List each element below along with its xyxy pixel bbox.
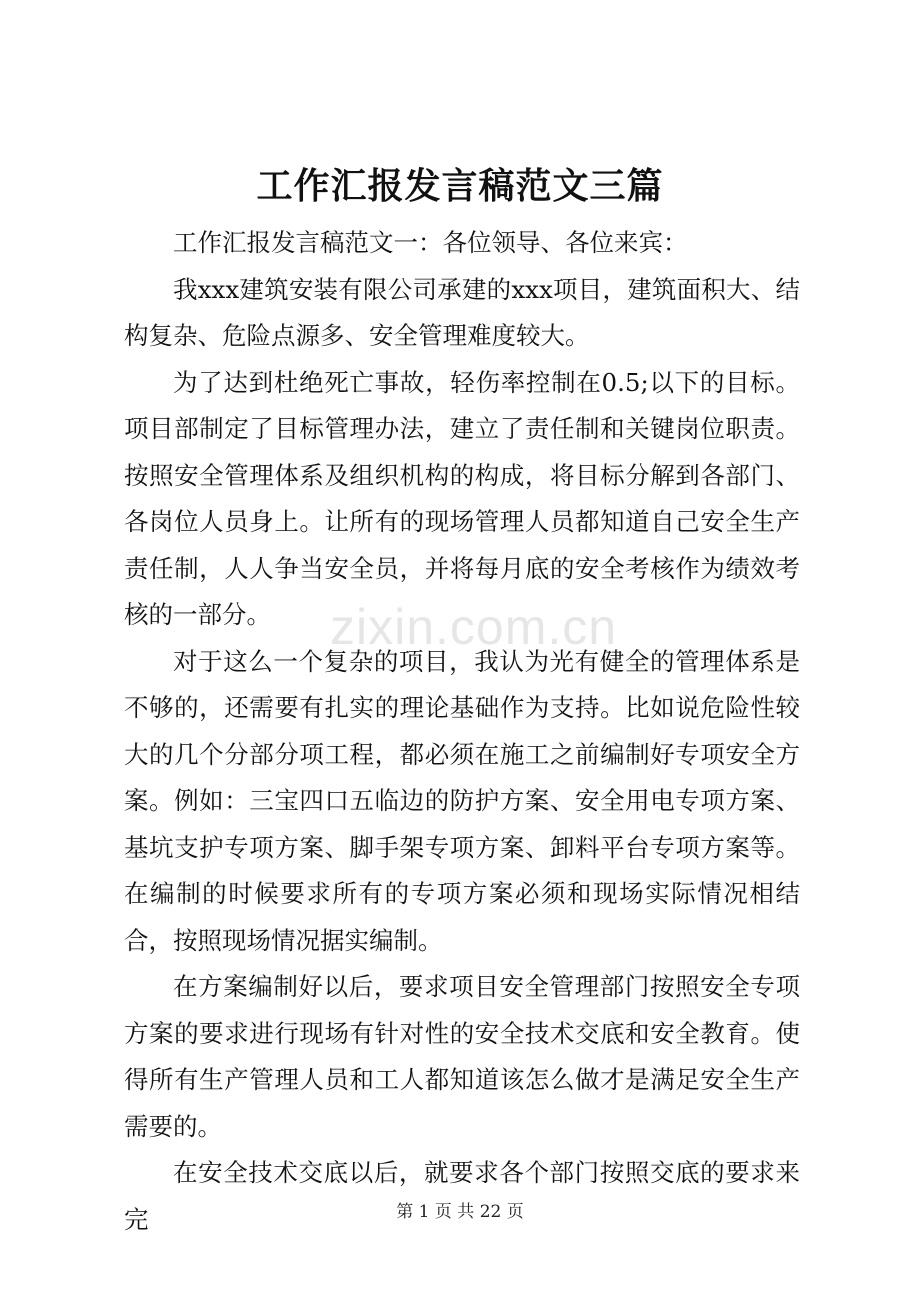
paragraph: 在方案编制好以后，要求项目安全管理部门按照安全专项方案的要求进行现场有针对性的安全技术交底和安全教育。使得所有生产管理人员和工人都知道该怎么做才是满足安全生产需要的。 xyxy=(124,972,800,1141)
page-footer: 第 1 页 共 22 页 xyxy=(396,1202,524,1222)
paragraph: 对于这么一个复杂的项目，我认为光有健全的管理体系是不够的，还需要有扎实的理论基础作为支持。比如说危险性较大的几个分部分项工程，都必须在施工之前编制好专项安全方案。例如：三宝四口五临边的防护方案、安全用电专项方案、基坑支护专项方案、脚手架专项方案、卸料平台专项方案等。在编制的时候要求所有的专项方案必须和现场实际情况相结合，按照现场情况据实编制。 xyxy=(124,646,800,955)
paragraph: 为了达到杜绝死亡事故，轻伤率控制在0.5;以下的目标。项目部制定了目标管理办法，建立了责任制和关键岗位职责。按照安全管理体系及组织机构的构成，将目标分解到各部门、各岗位人员身上。让所有的现场管理人员都知道自己安全生产责任制，人人争当安全员，并将每月底的安全考核作为绩效考核的一部分。 xyxy=(124,367,800,629)
watermark: zixin.com.cn xyxy=(330,599,618,655)
paragraph: 在安全技术交底以后，就要求各个部门按照交底的要求来完 xyxy=(124,1158,800,1234)
document-body xyxy=(124,220,800,1243)
paragraph: 我xxx建筑安装有限公司承建的xxx项目，建筑面积大、结构复杂、危险点源多、安全管理难度较大。 xyxy=(124,274,800,350)
document-title: 工作汇报发言稿范文三篇 xyxy=(256,165,664,207)
paragraph: 工作汇报发言稿范文一：各位领导、各位来宾： xyxy=(173,228,688,257)
